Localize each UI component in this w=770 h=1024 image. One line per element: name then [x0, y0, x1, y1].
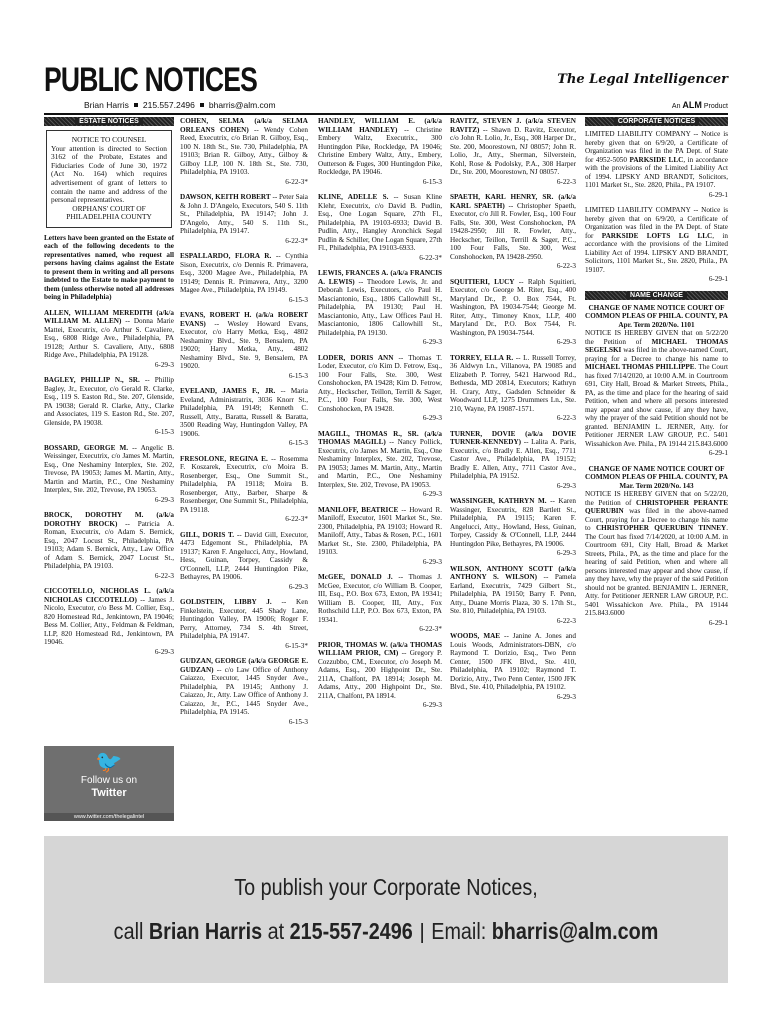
notice-text: -- Thomas T. Loder, Executor, c/o Kim D. Fetrow, Esq., 100 Four Falls, Ste. 300, West Conshohocken, PA 19428; Kim D. Fetrow, Atty., Heckscher, Teillon, Terrill & Sager, P.C., 100 Four Falls, Ste. 300, West Conshohocken, PA 19428. [318, 353, 442, 413]
estate-notice [318, 506, 442, 567]
notice-ref: 6-15-3 [154, 428, 174, 437]
notice-ref: 6-29-1 [708, 618, 728, 627]
estate-notice [450, 193, 576, 271]
ad-phone[interactable]: 215-557-2496 [289, 918, 413, 944]
decedent-name: SQUITIERI, LUCY [450, 277, 515, 286]
notice-text: -- Gregory P. Cozzubbo, CM., Executor, c/o Joseph M. Adams, Esq., 200 Highpoint Dr., Ste. 211A, Chalfont, PA 18914; Joseph M. Adams, Atty., 200 Highpoint Dr., Ste. 211A, Chalfont, PA 18914. [318, 649, 443, 700]
notice-text: NOTICE IS HEREBY GIVEN that on 5/22/20, the Petition of [585, 490, 728, 507]
column-5 [585, 117, 728, 634]
corporate-notice [585, 206, 728, 284]
decedent-name: SPAETH, KARL HENRY, SR. (a/k/a KARL SPAETH) [450, 193, 576, 210]
decedent-name: WOODS, MAE [450, 632, 501, 640]
notice-text: -- Janine A. Jones and Louis Woods, Administrators-DBN, c/o Raymond T. Dorizio, Esq., Two Penn Center, 1500 JFK Blvd., Ste. 410, Philadelphia, PA 19102; Raymond T. Dorizio, Atty., Two Penn Center, 1500 JFK Blvd., Ste. 410, Philadelphia, PA 19102. [450, 632, 576, 691]
decedent-name: TURNER, DOVIE (a/k/a DOVIE TURNER-KENNEDY) [450, 429, 576, 446]
twitter-promo[interactable] [44, 746, 174, 821]
notice-text: -- Peter Saia & John J. D'Angelo, Executors, 540 S. 11th St., Philadelphia, PA 19147; John J. D'Angelo, Atty., 540 S. 11th St., Philadelphia, PA 19147. [180, 193, 308, 235]
notice-text: -- David Gill, Executor, 4473 Edgemont St., Philadelphia, PA 19137; Karen F. Angelucci, Atty., Howland, Hess, Guinan, Torpey, Cassidy & O'Connell, LLP, 2444 Huntingdon Pike, Bethayres, PA 19006. [180, 530, 308, 581]
notice-text: -- Christopher Spaeth, Executor, c/o Jill R. Fowler, Esq., 100 Four Falls, Ste. 300, West Conshohocken, PA 19428-2950; Jill R. Fowler, Atty., Heckscher, Teillon, Terrill & Sager, P.C., 100 Four Falls, Ste. 300, West Conshohocken, PA 19428-2950. [450, 201, 576, 261]
name-change-heading: CHANGE OF NAME NOTICE COURT OF COMMON PLEAS OF PHILA. COUNTY, PA [585, 303, 728, 320]
notice-text: -- Ralph Squitieri, Executor, c/o George M. Riter, Esq., 400 Maryland Dr., P. O. Box 7544, Ft. Washington, PA 19034-7544; George M. Riter, Atty., Timoney Knox, LLP, 400 Maryland Dr., P.O. Box 7544, Ft. Washington, PA 19034-7544. [450, 277, 576, 337]
letters-intro: Letters have been granted on the Estate of each of the following decedents to the representatives named, who request all persons having claims against the Estate to present them in writing and all persons indebted to the Estate to make payment to them (unless otherwise noted all addresses being in Philadelphia) [44, 233, 174, 302]
estate-notice [450, 278, 576, 347]
decedent-name: FRESOLONE, REGINA E. [180, 454, 268, 463]
estate-notice [180, 387, 308, 448]
decedent-name: LODER, DORIS ANN [318, 353, 394, 362]
counsel-notice-box [46, 130, 172, 228]
notice-text: -- James J. Nicolo, Executor, c/o Bess M. Collier, Esq., 820 Homestead Rd., Jenkintown, PA 19046; Bess M. Collier, Atty., Feldman & Feldman, LLP, 820 Homestead Rd., Jenkintown, PA 19046. [44, 595, 174, 647]
notice-text: -- Pamela Earland, Executrix, 7429 Gilbert St., Philadelphia, PA 19150; Barry F. Penn, Atty., Duane Morris Plaza, 30 S. 17th St., Ste. 810, Philadelphia, PA 19103. [450, 573, 576, 615]
estate-notice [44, 511, 174, 580]
estate-notice [318, 193, 442, 262]
notice-ref: 6-15-3 [288, 439, 308, 447]
notice-text: -- Thomas J. McGee, Executor, c/o William B. Cooper, III, Esq., P.O. Box 673, Exton, PA 19341; William B. Cooper, III, Atty., Fox Rothschild LLP, P.O. Box 673, Exton, PA 19341. [318, 573, 442, 624]
notice-ref: 6-15-3 [288, 295, 308, 304]
notice-ref: 6-29-3 [154, 360, 174, 369]
twitter-follow-text: Follow us on [80, 775, 138, 786]
estate-notice [180, 311, 308, 380]
contact-line [84, 100, 276, 110]
ad-email[interactable]: bharris@alm.com [491, 918, 659, 944]
notice-text: , in accordance with the provisions of the Limited Liability Act of 1994. LIPSKY AND BRANDT, Solicitors, 1101 Market St., Ste. 2820, Phila., PA 19107. [585, 155, 728, 189]
alm-brand: ALM [682, 100, 702, 110]
ad-call: call [113, 918, 144, 944]
notice-text: -- Christine Embery Waltz, Executrix., 300 Huntingdon Pike, Rockledge, PA 19046; Christine Embery Waltz, Atty., Embery, Outterson & Fuges, 300 Huntingdon Pike, Rockledge, PA 19046. [318, 125, 442, 176]
decedent-name: MANILOFF, BEATRICE [318, 505, 399, 514]
notice-ref: 6-29-3 [154, 647, 174, 656]
decedent-name: BAGLEY, PHILLIP N., SR. [44, 376, 140, 385]
notice-ref: 6-29-1 [708, 449, 728, 457]
estate-notice [180, 117, 308, 186]
notice-text: -- Wesley Howard Evans, Executor, c/o Harry Metka, Esq., 4802 Neshaminy Blvd., Ste. 9, Bensalem, PA 19020; Harry Metka, Atty., 4802 Neshaminy Blvd., Ste. 9, Bensalem, PA 19020. [180, 319, 308, 370]
notice-text: -- Rosemma F. Koszarek, Executrix, c/o Moira B. Rosenberger, Esq., One Summit St., Philadelphia, PA 19118; Moira B. Rosenberger, Atty., Barber, Sharpe & Rosenberger, One Summit St., Philadelphia, PA 19118. [180, 454, 308, 514]
decedent-name: GUDZAN, GEORGE (a/k/a GEORGE E. GUDZAN) [180, 657, 308, 674]
estate-notice [318, 117, 442, 186]
section-bar-name-change [585, 291, 728, 300]
decedent-name: MAGILL, THOMAS R., SR. (a/k/a THOMAS MAGILL) [318, 429, 442, 446]
notice-ref: 6-29-3 [422, 414, 442, 422]
notice-ref: 6-22-3* [419, 253, 442, 262]
column-2 [180, 117, 308, 733]
twitter-bird-icon: 🐦 [95, 749, 123, 774]
decedent-name: TORREY, ELLA R. [450, 353, 514, 362]
notice-text: -- Wendy Cohen Reed, Executrix, c/o Brian R. Gilboy, Esq., 100 N. 18th St., Ste. 730, Philadelphia, PA 19103; Brian R. Gilboy, Atty., Gilboy & Gilboy LLP, 100 N. 18th St., Ste. 730, Philadelphia, PA 19103. [180, 125, 309, 176]
notice-ref: 6-29-3 [556, 481, 576, 490]
notice-ref: 6-22-3 [154, 571, 174, 580]
estate-notice [450, 497, 576, 558]
notice-ref: 6-29-3 [422, 338, 442, 346]
notice-ref: 6-22-3 [556, 616, 576, 625]
corporate-list [585, 130, 728, 284]
decedent-name: CICCOTELLO, NICHOLAS L. (a/k/a NICHOLAS CICCOTELLO) [44, 587, 174, 604]
notice-ref: 6-29-3 [556, 549, 576, 557]
twitter-label: Twitter [91, 787, 127, 799]
estate-notice [180, 193, 308, 245]
counsel-footer: ORPHANS' COURT OF PHILADELPHIA COUNTY [66, 203, 152, 222]
notice-text: -- Shawn D. Ravitz, Executor, c/o John R. Lolio, Jr., Esq., 308 Harper Dr., Ste. 200, Moorestown, NJ 08057; John R. Lolio, Jr., Atty., Sherman, Silverstein, Kohl, Rose & Podolsky, P.A., 308 Harper Dr., Ste. 200, Moorestown, NJ 08057. [450, 125, 576, 176]
estate-notice [180, 598, 308, 650]
page-header [44, 62, 728, 114]
estate-notice [318, 269, 442, 347]
notice-ref: 6-15-3 [288, 371, 308, 380]
counsel-heading: NOTICE TO COUNSEL [71, 135, 147, 144]
estate-notice [44, 444, 174, 505]
notice-text: -- Patricia A. Roman, Executrix, c/o Adam S. Bernick, Esq., 2047 Locust St., Philadelphia, PA 19103; Adam S. Bernick, Atty., Law Office of Adam S. Bernick, 2047 Locust St., Philadelphia, PA 19103. [44, 519, 174, 571]
notice-text: . The Court has fixed 7/14/2020, at 10:00 A.M. in Courtroom 691, City Hall, Broad & Market Streets, Phila., PA, as the time and place for the hearing of said Petition, when and where all persons interested may appear and show cause, if any they have, why the prayer of the said Petition should not be granted. BENJAMIN L. JERNER, Atty. for Petitioner JERNER LAW GROUP, P.C. 5401 Wissahickon Ave. Phila., PA 19144 215.843.6000 [585, 524, 728, 617]
ad-line-2 [92, 918, 680, 945]
ad-line-1: To publish your Corporate Notices, [234, 874, 538, 900]
decedent-name: GOLDSTEIN, LIBBY J. [180, 598, 272, 606]
notice-text: -- Cynthia Sison, Executrix, c/o Dennis R. Primavera, Esq., 3200 Magee Ave., Philadelphia, PA 19149; Dennis R. Primavera, Atty., 3200 Magee Ave., Philadelphia, PA 19149. [180, 252, 308, 294]
notice-text: -- Angelic B. Weissinger, Executrix, c/o James M. Martin, Esq., One Neshaminy Interplex, Ste. 202, Trevose, PA 19053; James M. Martin, Atty., Martin and Martin, P.C., One Neshaminy Interplex, Ste. 202, Trevose, PA 19053. [44, 443, 174, 495]
ad-email-label: Email: [431, 918, 487, 944]
notice-ref: 6-15-3* [285, 641, 308, 650]
notice-ref: 6-15-3 [422, 177, 442, 186]
estate-notice [450, 117, 576, 186]
petitioner-name: MICHAEL THOMAS SEGELSKI [585, 337, 728, 354]
estate-notice [44, 376, 174, 437]
column-3 [318, 117, 442, 717]
notice-text: -- Nancy Pollick, Executrix, c/o James M. Martin, Esq., One Neshaminy Interplex, Ste. 202, Trevose, PA 19053; James M. Martin, Atty., Martin and Martin, P.C., One Neshaminy Interplex, Ste. 202, Trevose, PA 19053. [318, 438, 442, 489]
court-term: Mar. Term 2020/No. 143 [619, 481, 694, 490]
estate-notice [180, 531, 308, 592]
estate-notice [180, 657, 308, 726]
counsel-body: Your attention is directed to Section 3162 of the Probate, Estates and Fiduciaries Code of June 30, 1972 (Act No. 164) which requires advertisement of grant of letters to contain the name and address of the personal representatives. [51, 143, 167, 205]
notice-text: -- Donna Marie Mattei, Executrix, c/o Arthur S. Cavaliere, Esq., 6808 Ridge Ave., Philadelphia, PA 19128; Arthur S. Cavaliere, Atty., 6808 Ridge Ave., Philadelphia, PA 19128. [44, 317, 174, 360]
notice-ref: 6-22-3* [285, 236, 308, 245]
twitter-url[interactable]: www.twitter.com/thelegalintel [44, 813, 174, 821]
notice-text: -- Susan Kline Klehr, Executrix, c/o David B. Pudlin, Esq., One Logan Square, 27th Fl., Philadelphia, PA 19103-6933; David B. Pudlin, Atty., Hangley Aronchick Segal Pudlin & Schiller, One Logan Square, 27th Fl., Philadelphia, PA 19103-6933. [318, 193, 442, 252]
contact-email[interactable]: bharris@alm.com [208, 100, 276, 110]
notice-ref: 6-29-3 [556, 338, 576, 346]
estate-notice [318, 641, 442, 710]
notice-text: LIMITED LIABILITY COMPANY -- Notice is hereby given that on 6/9/20, a Certificate of Organization was filed in the PA Dept. of State for 4952-5050 [585, 130, 728, 164]
ad-name: Brian Harris [148, 918, 263, 944]
decedent-name: GILL, DORIS T. [180, 530, 235, 539]
notice-ref: 6-29-3 [422, 701, 442, 709]
notice-ref: 6-22-3 [556, 414, 576, 422]
estate-notice [44, 309, 174, 370]
decedent-name: WILSON, ANTHONY SCOTT (a/k/a ANTHONY S. WILSON) [450, 564, 576, 581]
notice-text: -- Howard R. Maniloff, Executor, 1601 Market St., Ste. 2300, Philadelphia, PA 19103; Howard R. Maniloff, Atty., Tabas & Rosen, P.C., 1601 Market St., Ste. 2300, Philadelphia, PA 19103. [318, 505, 442, 556]
section-title-corporate: CORPORATE NOTICES [614, 118, 699, 125]
notice-text: NOTICE IS HEREBY GIVEN that on 5/22/20 the Petition of [585, 329, 728, 346]
decedent-name: DAWSON, KEITH ROBERT [180, 193, 271, 201]
decedent-name: HANDLEY, WILLIAM E. (a/k/a WILLIAM HANDLEY) [318, 117, 442, 134]
name-change-notice [585, 465, 728, 628]
contact-name: Brian Harris [84, 100, 129, 110]
notice-text: -- Karen Wassinger, Executrix, 828 Bartlett St., Philadelphia, PA 19115; Karen F. Angelucci, Atty., Howland, Hess, Guinan, Torpey, Cassidy & O'Connell, LLP, 2444 Huntingdon Pike, Bethayres, PA 19006. [450, 497, 576, 548]
estate-notice [318, 573, 442, 634]
name-change-list [585, 304, 728, 628]
estate-notice [44, 587, 174, 656]
notice-ref: 6-29-3 [288, 582, 308, 591]
decedent-name: BROCK, DOROTHY M. (a/k/a DOROTHY BROCK) [44, 511, 174, 528]
notice-ref: 6-29-3 [422, 490, 442, 498]
column-1 [44, 117, 174, 663]
masthead-logo: The Legal Intelligencer [557, 72, 728, 87]
notice-ref: 6-29-3 [154, 495, 174, 504]
petitioner-name: CHRISTOPHER PERANTE QUERUBIN [585, 498, 728, 515]
decedent-name: EVELAND, JAMES F., JR. [180, 387, 276, 395]
decedent-name: KLINE, ADELLE S. [318, 193, 389, 201]
bullet-square-icon [200, 103, 204, 107]
column-4 [450, 117, 576, 708]
bullet-square-icon [134, 103, 138, 107]
notice-text: . The Court has fixed 7/14/2020, at 10:00 A.M. in Courtroom 691, City Hall, Broad & Market Streets, Phila., PA, as the time and place for the hearing of said Petition, when and where all persons interested may appear and show cause, if any they have, why the prayer of the said Petition should not be granted. BENJAMIN L. JERNER, Atty. for Petitioner JERNER LAW GROUP, P.C. 5401 Wissahickon Ave. Phila., PA 19144 215.843.6000 [585, 363, 728, 448]
court-term: Apr. Term 2020/No. 1101 [618, 320, 695, 329]
notice-text: was filed in the above-named Court, praying for a Decree to change his name to [585, 346, 728, 363]
decedent-name: EVANS, ROBERT H. (a/k/a ROBERT EVANS) [180, 311, 308, 328]
estate-notice [318, 430, 442, 499]
decedent-name: ALLEN, WILLIAM MEREDITH (a/k/a WILLIAM M. ALLEN) [44, 308, 174, 326]
notice-ref: 6-22-3* [285, 177, 308, 186]
ad-separator [421, 923, 422, 943]
section-title-estate: ESTATE NOTICES [75, 118, 143, 125]
decedent-name: LEWIS, FRANCES A. (a/k/a FRANCIS A. LEWIS) [318, 269, 442, 286]
section-bar-estate [44, 117, 174, 126]
notice-ref: 6-29-1 [708, 190, 728, 199]
company-name: PARKSIDE LLC [629, 155, 684, 164]
estate-notice [318, 354, 442, 423]
estate-notice [180, 252, 308, 304]
contact-phone: 215.557.2496 [142, 100, 195, 110]
advertisement-banner [44, 836, 728, 983]
notice-text: -- Ken Finkelstein, Executor, 445 Shady Lane, Huntingdon Valley, PA 19006; Roger F. Perry, Attorney, 734 S. 4th Street, Philadelphia, PA 19147. [180, 598, 309, 640]
name-change-notice [585, 304, 728, 458]
section-bar-corporate [585, 117, 728, 126]
estate-notice [450, 354, 576, 423]
new-name: MICHAEL THOMAS PHILLIPPE [585, 363, 695, 371]
ad-at: at [267, 918, 285, 944]
name-change-heading: CHANGE OF NAME NOTICE COURT OF COMMON PLEAS OF PHILA. COUNTY, PA [585, 464, 728, 481]
estate-notice [450, 632, 576, 701]
notice-text: was filed in the above-named Court, praying for a Decree to change his name to [585, 507, 728, 532]
page-title: PUBLIC NOTICES [44, 61, 258, 99]
notice-ref: 6-22-3 [556, 262, 576, 270]
notice-text: -- Maria Eveland, Administratrix, 3036 Knorr St., Philadelphia, PA 19149; Kenneth C. Russell, Atty., Baratta, Russell & Baratta, 3500 Reading Way, Huntingdon Valley, PA 19006. [180, 387, 308, 438]
alm-prefix: An [671, 103, 681, 110]
decedent-name: McGEE, DONALD J. [318, 573, 393, 581]
notice-text: -- Theodore Lewis, Jr. and Deborah Lewis, Executors, c/o Paul H. Masciantonio, Esq., 1806 Callowhill St., Philadelphia, PA 19130; Paul H. Masciantonio, Atty., Law Offices Paul H. Masciantonio, 1806 Callowhill St., Philadelphia, PA 19130. [318, 277, 443, 337]
notice-ref: 6-29-1 [708, 275, 728, 283]
notice-text: -- c/o Law Office of Anthony Caiazzo, Executor, 1445 Snyder Ave., Philadelphia, PA 19145; Anthony J. Caiazzo, Jr., Atty. Law Office of Anthony J. Caiazzo, Jr., P.C., 1445 Snyder Ave., Philadelphia, PA 19145. [180, 665, 308, 716]
notice-ref: 6-29-3 [422, 557, 442, 566]
notice-ref: 6-22-3* [285, 515, 308, 523]
decedent-name: WASSINGER, KATHRYN M. [450, 497, 547, 505]
estate-notice [450, 565, 576, 626]
estate-notice [450, 430, 576, 491]
notice-ref: 6-22-3 [556, 177, 576, 186]
decedent-name: PRIOR, THOMAS W. (a/k/a THOMAS WILLIAM PRIOR, CM) [318, 640, 442, 657]
decedent-name: BOSSARD, GEORGE M. [44, 443, 129, 452]
header-rule [44, 113, 728, 115]
new-name: CHRISTOPHER QUERUBIN TINNEY [595, 524, 727, 532]
notice-text: -- L. Russell Torrey, 36 Aldwyn Ln., Villanova, PA 19085 and Elizabeth P. Torrey, 5421 Harwood Rd., Bethesda, MD 20814, Executors; Kathryn H. Crary, Atty., Gadsden Schneider & Woodward LLP, 1275 Drummers Ln., Ste. 210, Wayne, PA 19087-1571. [450, 353, 576, 413]
notice-text: -- Phillip Bagley, Jr., Executor, c/o Gerald R. Clarke, Esq., 119 S. Easton Rd., Ste. 207, Glenside, PA 19038; Gerald R. Clarke, Atty., Clarke and Associates, 119 S. Easton Rd., Ste. 207, Glenside, PA 19038. [44, 376, 174, 427]
notice-ref: 6-22-3* [419, 625, 442, 633]
notice-text: , in accordance with the provisions of the Limited Liability Act of 1994. LIPSKY AND BRANDT, Solicitors, 1101 Market St., Ste. 2820, Phila., PA 19107. [585, 231, 728, 274]
section-title-name-change: NAME CHANGE [626, 292, 687, 299]
decedent-name: ESPALLARDO, FLORA R. [180, 252, 272, 260]
alm-product-tag [672, 100, 728, 110]
company-name: PARKSIDE LOFTS LG LLC [601, 231, 713, 240]
estate-notice [180, 455, 308, 524]
estate-list-col1 [44, 309, 174, 657]
notice-text: LIMITED LIABILITY COMPANY -- Notice is hereby given that on 6/9/20, a Certificate of Organization was filed in the PA Dept. of State for [585, 206, 728, 240]
notice-text: -- Lalita A. Paris, Executrix, c/o Bradly E. Allen, Esq., 7711 Castor Ave., Philadelphia, PA 19152; Bradly E. Allen, Atty., 7711 Castor Ave., Philadelphia, PA 19152. [450, 438, 576, 480]
notice-ref: 6-29-3 [556, 692, 576, 701]
alm-suffix: Product [703, 103, 728, 110]
decedent-name: COHEN, SELMA (a/k/a SELMA ORLEANS COHEN) [180, 117, 308, 134]
notice-ref: 6-15-3 [288, 717, 308, 726]
decedent-name: RAVITZ, STEVEN J. (a/k/a STEVEN RAVITZ) [450, 117, 576, 134]
corporate-notice [585, 130, 728, 199]
